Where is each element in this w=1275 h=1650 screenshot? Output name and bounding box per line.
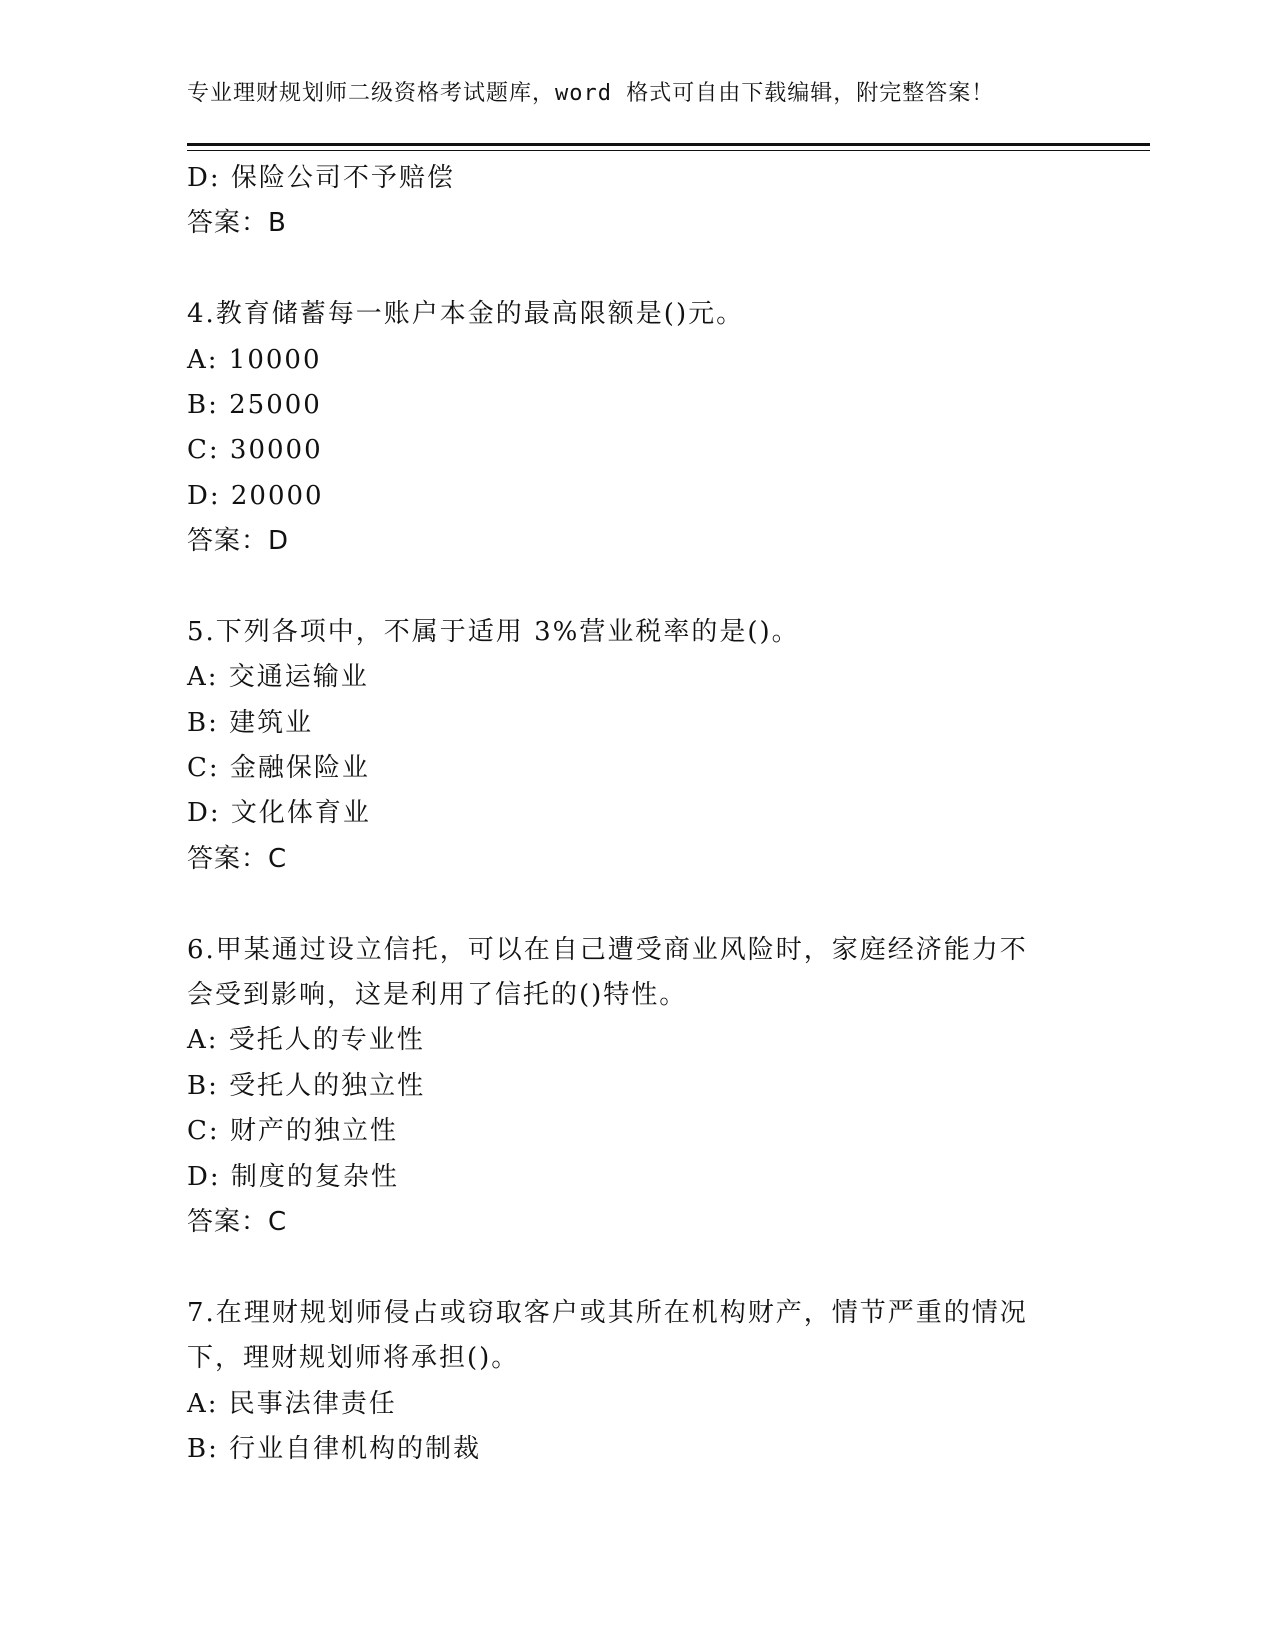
option-d: D: 文化体育业 [187, 798, 371, 829]
question-6 [187, 928, 1087, 1246]
question-text: 5.下列各项中，不属于适用 3%营业税率的是()。 [187, 616, 800, 647]
option-c: C: 金融保险业 [187, 753, 370, 784]
answer: 答案：D [187, 526, 290, 557]
answer: 答案：C [187, 1206, 288, 1237]
option-b: B: 受托人的独立性 [187, 1070, 426, 1101]
option-d: D: 20000 [187, 480, 324, 511]
question-text-cont: 会受到影响，这是利用了信托的()特性。 [187, 980, 688, 1011]
question-text: 6.甲某通过设立信托，可以在自己遭受商业风险时，家庭经济能力不 [187, 934, 1028, 965]
answer: 答案：B [187, 208, 287, 239]
question-4 [187, 292, 1087, 564]
page-header: 专业理财规划师二级资格考试题库，word 格式可自由下载编辑，附完整答案！ [187, 81, 995, 106]
question-text-cont: 下，理财规划师将承担()。 [187, 1343, 520, 1374]
question-text: 7.在理财规划师侵占或窃取客户或其所在机构财产，情节严重的情况 [187, 1297, 1028, 1328]
option-a: A: 民事法律责任 [187, 1388, 397, 1419]
question-5 [187, 610, 1087, 882]
option-a: A: 受托人的专业性 [187, 1025, 425, 1056]
option-a: A: 交通运输业 [187, 662, 369, 693]
question-7 [187, 1291, 1087, 1473]
option-b: B: 行业自律机构的制裁 [187, 1433, 482, 1464]
question-text: 4.教育储蓄每一账户本金的最高限额是()元。 [187, 299, 745, 330]
option-b: B: 25000 [187, 389, 322, 420]
answer: 答案：C [187, 843, 288, 874]
option-c: C: 财产的独立性 [187, 1116, 398, 1147]
option-d: D: 保险公司不予赔偿 [187, 163, 455, 193]
option-d: D: 制度的复杂性 [187, 1161, 399, 1192]
option-a: A: 10000 [187, 344, 322, 375]
option-b: B: 建筑业 [187, 707, 314, 738]
document-content [187, 156, 1087, 1472]
header-rule-thick [187, 143, 1150, 146]
option-c: C: 30000 [187, 435, 323, 466]
header-rule-thin [187, 150, 1150, 151]
